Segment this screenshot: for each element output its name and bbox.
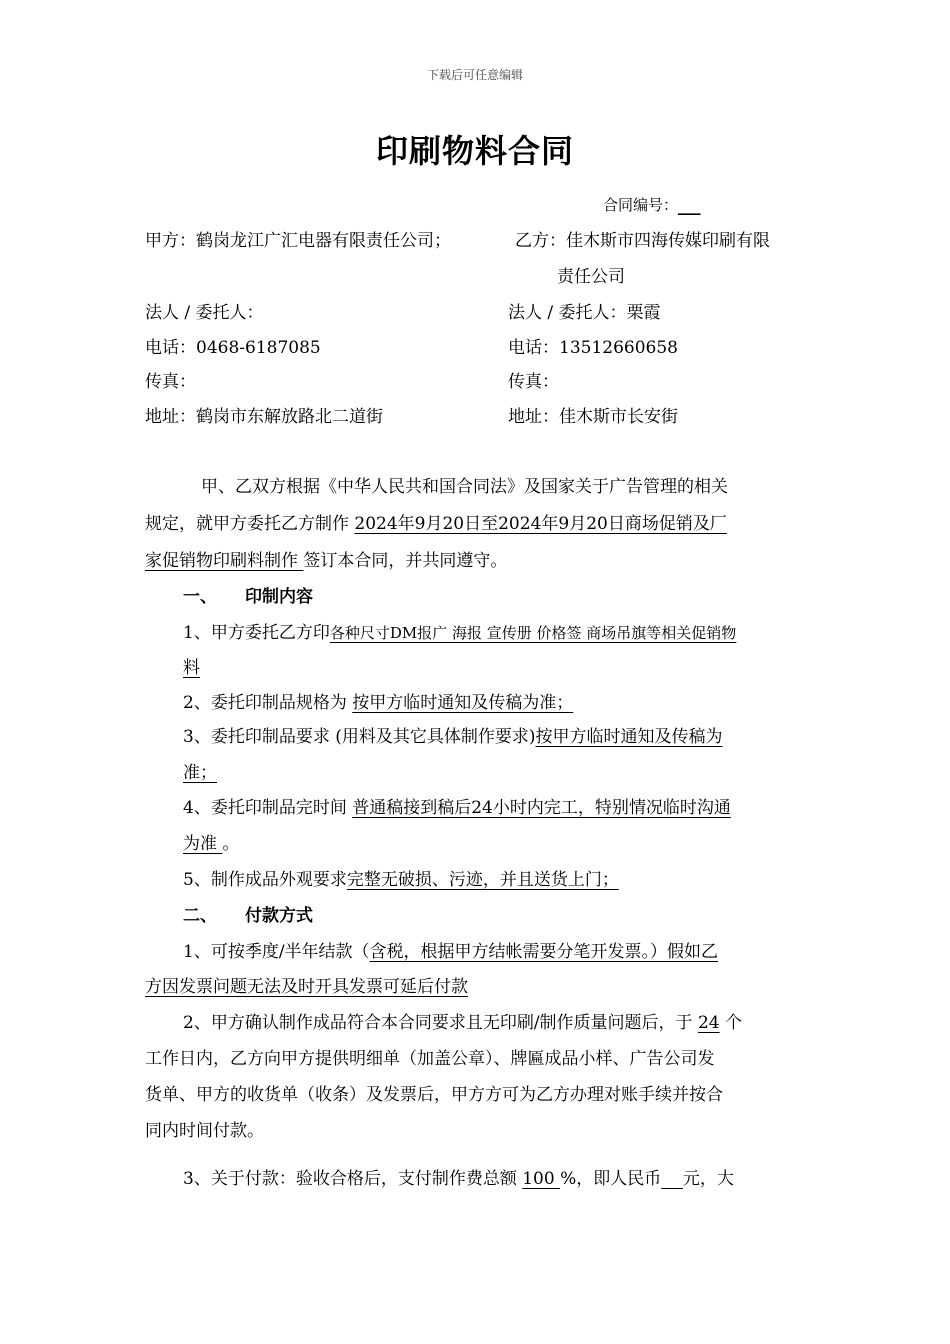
party-b-legal: 法人 / 委托人：栗霞 <box>508 303 661 323</box>
item-label: 3、委托印制品要求 (用料及其它具体制作要求) <box>183 727 536 747</box>
header-note: 下载后可任意编辑 <box>426 68 523 82</box>
section-1-item-5 <box>183 863 619 897</box>
intro-line-3 <box>145 544 507 578</box>
intro-project-underlined: 2024年9月20日至2024年9月20日商场促销及厂 <box>354 514 727 534</box>
item-value-amount <box>661 1169 683 1189</box>
intro-text: 规定，就甲方委托乙方制作 <box>145 514 355 534</box>
contract-number-value: ___ <box>678 196 701 214</box>
item-value: 普通稿接到稿后24小时内完工，特别情况临时沟通 <box>352 798 731 818</box>
item-label: 3、关于付款：验收合格后，支付制作费总额 <box>183 1169 523 1189</box>
party-b-phone: 电话：13512660658 <box>508 338 678 358</box>
section-1-number: 一、 <box>183 587 217 607</box>
section-1-item-4-cont <box>183 827 239 861</box>
item-value: 各种尺寸DM报广 海报 宣传册 价格签 商场吊旗等相关促销物 <box>329 624 737 642</box>
party-b-name-line2: 责任公司 <box>557 267 625 287</box>
intro-project-underlined-cont: 家促销物印刷料制作 <box>145 551 304 571</box>
section-2-title: 付款方式 <box>245 906 313 926</box>
item-text: %，即人民币 <box>560 1169 662 1189</box>
item-end: 。 <box>222 834 240 854</box>
item-value-percent: 100 <box>522 1169 561 1189</box>
item-end: 个 <box>719 1013 742 1033</box>
item-end: 元，大 <box>682 1169 734 1189</box>
item-value: 料 <box>183 658 200 678</box>
item-value: 按甲方临时通知及传稿为准； <box>352 693 574 713</box>
item-label: 1、可按季度/半年结款（ <box>183 942 370 962</box>
contract-number <box>603 188 701 222</box>
party-a-name: 甲方：鹤岗龙江广汇电器有限责任公司； <box>145 231 451 251</box>
item-value: 按甲方临时通知及传稿为 <box>535 727 723 747</box>
party-a-phone: 电话：0468-6187085 <box>145 338 321 358</box>
party-b-name-line1: 乙方：佳木斯市四海传媒印刷有限 <box>515 231 770 251</box>
item-value: 完整无破损、污迹，并且送货上门； <box>346 870 619 890</box>
party-a-fax: 传真： <box>145 372 196 392</box>
section-2-item-2-line-3: 货单、甲方的收货单（收条）及发票后，甲方方可为乙方办理对账手续并按合 <box>145 1085 723 1105</box>
item-label: 2、委托印制品规格为 <box>183 693 353 713</box>
item-label: 2、甲方确认制作成品符合本合同要求且无印刷/制作质量问题后，于 <box>183 1013 698 1033</box>
section-1-item-2 <box>183 686 573 720</box>
section-2-item-3 <box>183 1162 734 1196</box>
party-b-fax: 传真： <box>508 372 559 392</box>
section-1-title: 印制内容 <box>245 587 313 607</box>
item-label: 5、制作成品外观要求 <box>183 870 347 890</box>
party-a-address: 地址：鹤岗市东解放路北二道街 <box>145 407 383 427</box>
contract-number-label: 合同编号： <box>603 196 679 214</box>
section-1-heading <box>183 580 313 614</box>
party-b-address: 地址：佳木斯市长安街 <box>508 407 678 427</box>
section-2-item-1-cont <box>145 970 468 1004</box>
item-value: 准； <box>183 763 217 783</box>
item-value: 24 <box>697 1013 720 1033</box>
section-1-item-1 <box>183 616 736 650</box>
intro-text-end: 签订本合同，并共同遵守。 <box>303 551 508 571</box>
item-value: 为准 <box>183 834 223 854</box>
intro-line-1: 甲、乙双方根据《中华人民共和国合同法》及国家关于广告管理的相关 <box>201 477 728 497</box>
section-1-item-3-cont <box>183 756 217 790</box>
section-2-item-1 <box>183 935 718 969</box>
section-1-item-3 <box>183 720 722 754</box>
item-label: 1、甲方委托乙方印 <box>183 623 330 643</box>
section-1-item-4 <box>183 791 731 825</box>
document-title: 印刷物料合同 <box>375 132 574 170</box>
item-value: 含税，根据甲方结帐需要分笔开发票。）假如乙 <box>369 942 719 962</box>
section-2-item-2-line-4: 同内时间付款。 <box>145 1121 264 1141</box>
item-value: 方因发票问题无法及时开具发票可延后付款 <box>145 977 468 997</box>
intro-line-2 <box>145 507 727 541</box>
section-2-item-2-line-2: 工作日内，乙方向甲方提供明细单（加盖公章）、牌匾成品小样、广告公司发 <box>145 1049 715 1069</box>
section-2-item-2 <box>183 1006 742 1040</box>
item-label: 4、委托印制品完时间 <box>183 798 353 818</box>
party-a-legal: 法人 / 委托人： <box>145 303 264 323</box>
section-1-item-1-cont <box>183 651 200 685</box>
section-2-heading <box>183 899 313 933</box>
section-2-number: 二、 <box>183 906 217 926</box>
